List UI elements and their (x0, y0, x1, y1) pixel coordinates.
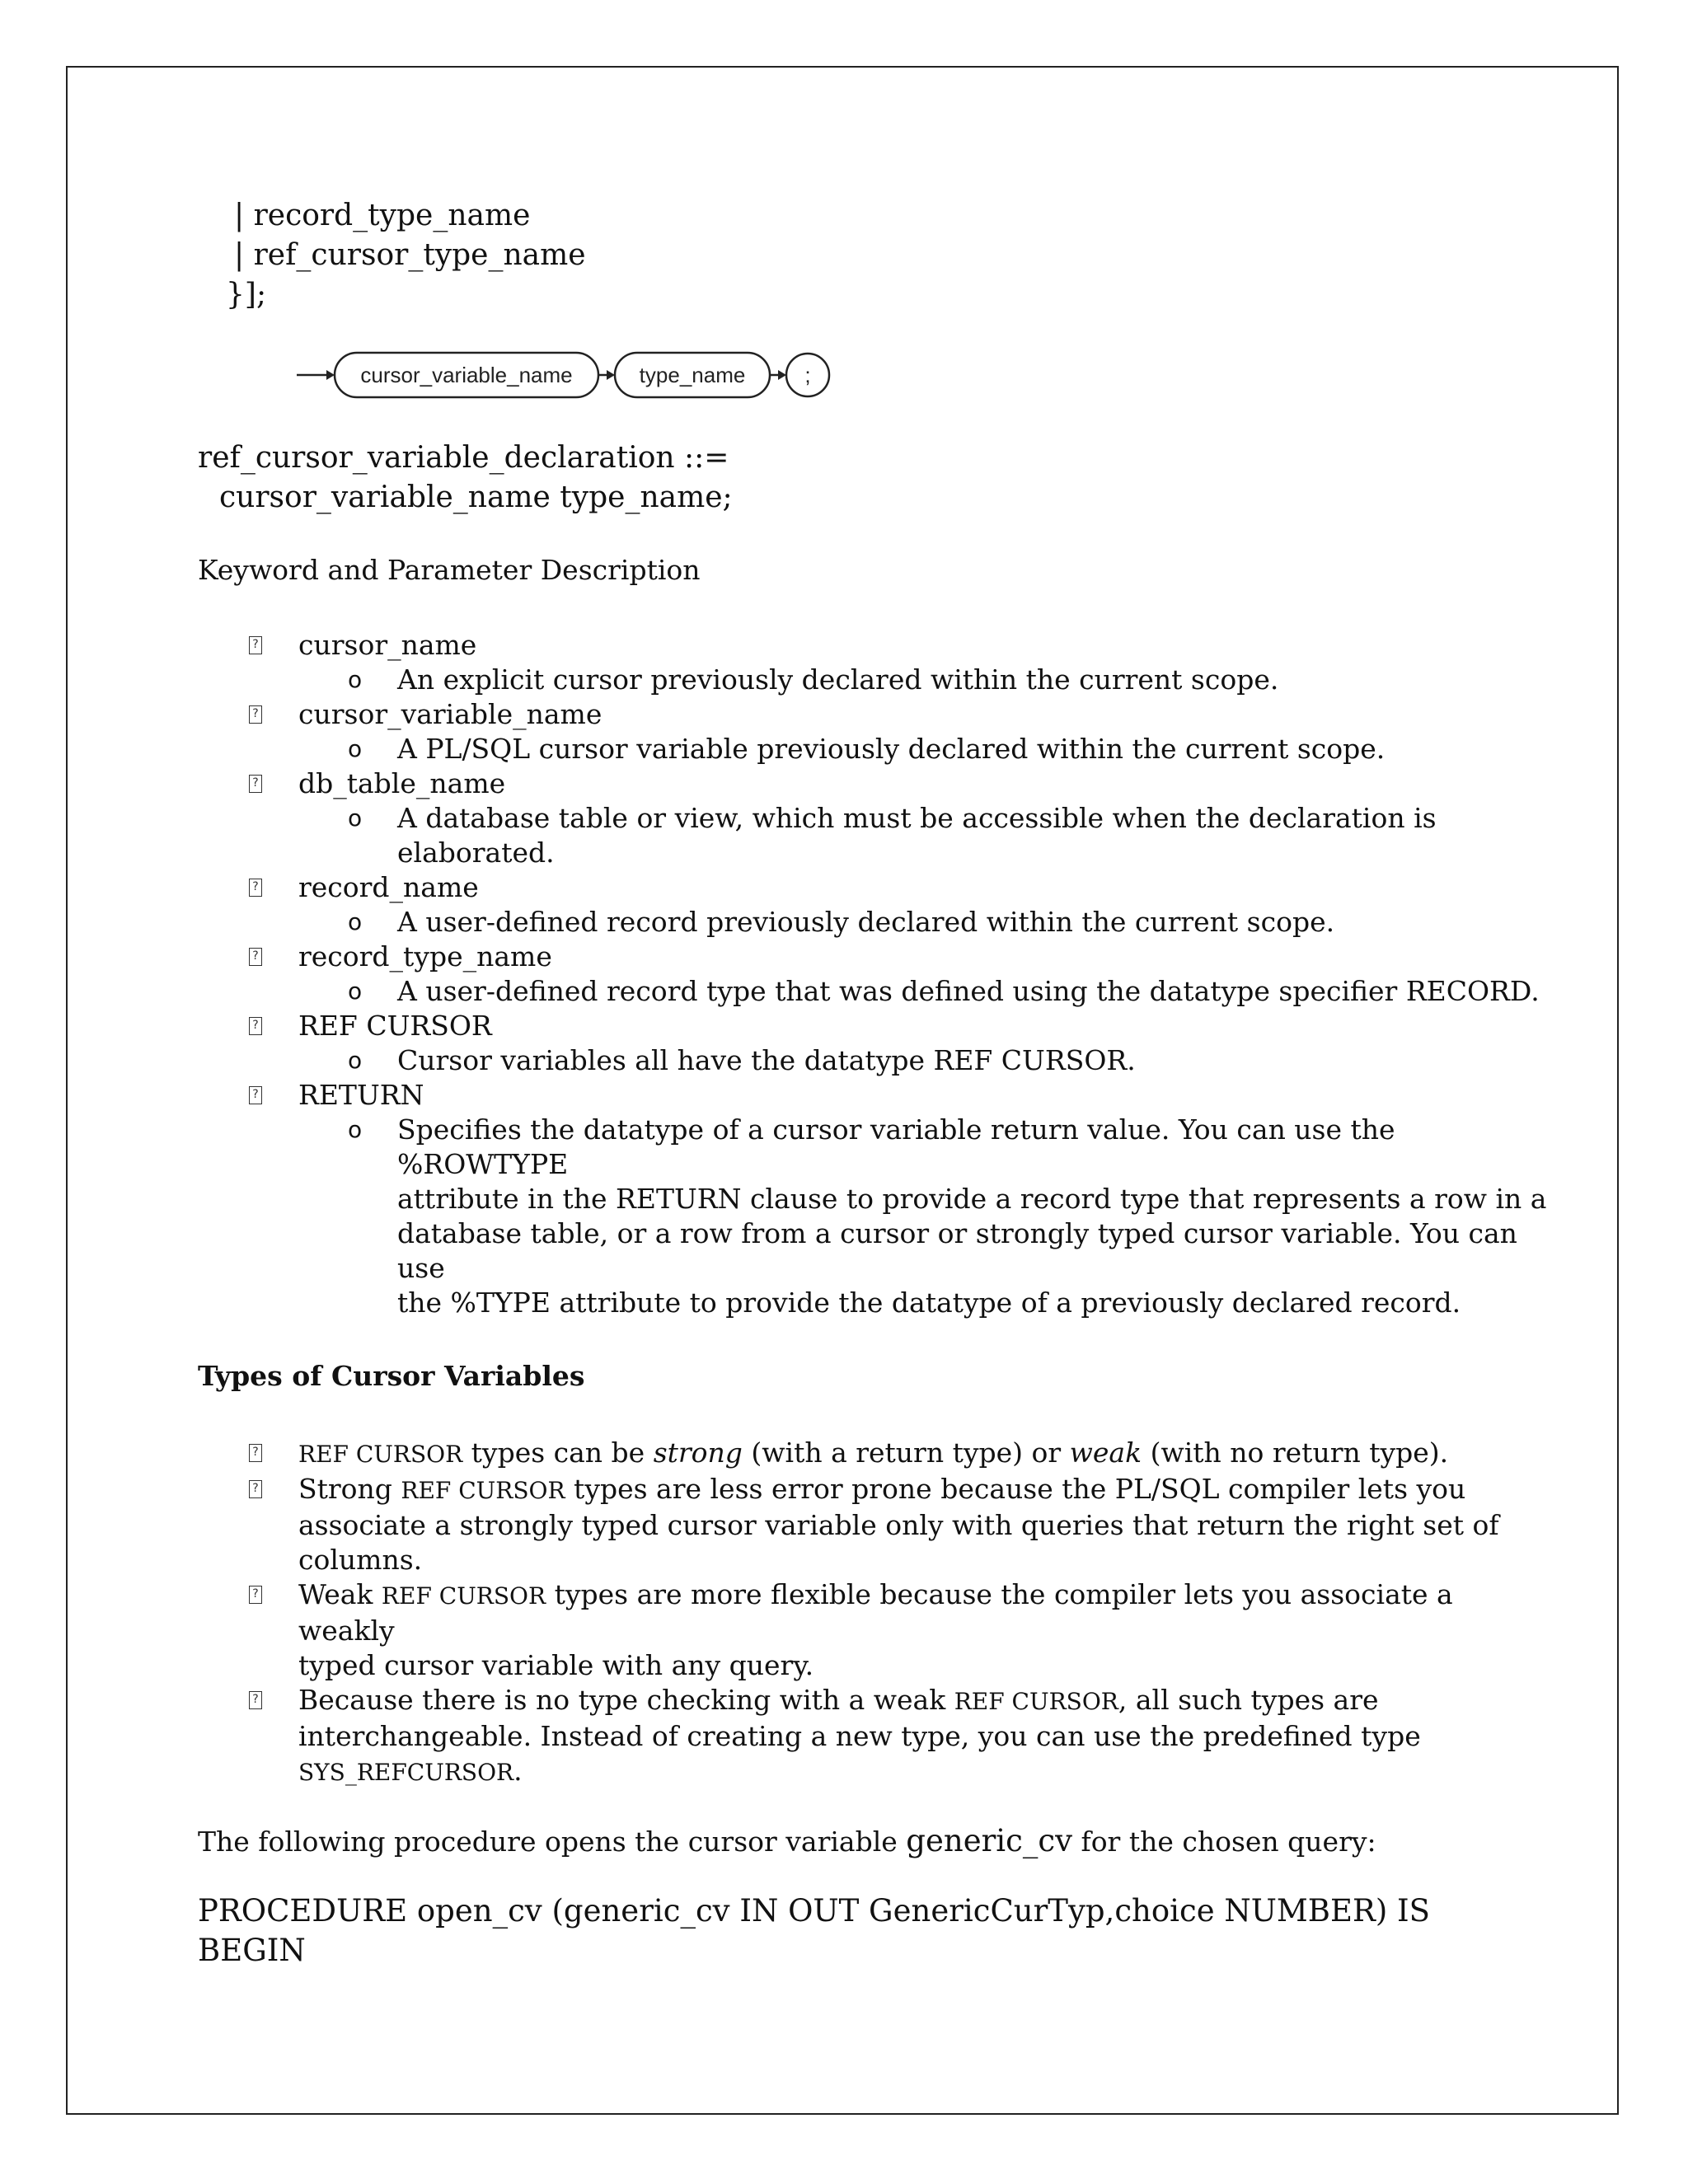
sub-bullet-icon: o (348, 908, 363, 935)
diagram-node-text: type_name (639, 363, 746, 387)
keyword-term: REF CURSOR (298, 1010, 492, 1042)
inline-keyword: REF CURSOR (298, 1441, 463, 1468)
keyword-term: cursor_variable_name (298, 698, 603, 730)
description-line: Specifies the datatype of a cursor variable return value. You can use the %ROWTYPE (397, 1113, 1395, 1180)
list-item (198, 1009, 1550, 1078)
bullet-icon: ? (249, 1586, 262, 1604)
list-item (198, 1683, 1550, 1790)
inline-keyword: REF CURSOR (381, 1582, 546, 1610)
description-line: elaborated. (397, 837, 555, 869)
diagram-arrow (326, 370, 335, 380)
description-line: attribute in the RETURN clause to provide a record type that represents a row in a (397, 1183, 1547, 1215)
description-line: database table, or a row from a cursor or strongly typed cursor variable. You can use (397, 1217, 1517, 1284)
text-run: typed cursor variable with any query. (298, 1649, 814, 1681)
bullet-icon: ? (249, 705, 262, 724)
sub-bullet-icon: o (348, 1047, 363, 1074)
keyword-description (198, 1043, 1550, 1078)
code-line: PROCEDURE open_cv (generic_cv IN OUT GenericCurTyp,choice NUMBER) IS (198, 1893, 1431, 1929)
declaration-line: ref_cursor_variable_declaration ::= (198, 441, 729, 475)
description-line: Cursor variables all have the datatype REF CURSOR. (397, 1044, 1136, 1076)
diagram-arrow (778, 370, 786, 380)
text-run: columns. (298, 1544, 423, 1576)
list-item (198, 1078, 1550, 1320)
text-run: types are less error prone because the PL/SQL compiler lets you (565, 1473, 1466, 1505)
syntax-code-lines (198, 196, 1550, 315)
keyword-description (198, 801, 1550, 870)
diagram-node-text: cursor_variable_name (360, 363, 573, 387)
procedure-code (198, 1891, 1550, 1971)
bullet-icon: ? (249, 1017, 262, 1035)
declaration-syntax (198, 438, 1550, 518)
keyword-description (198, 905, 1550, 940)
inline-keyword: SYS_REFCURSOR (298, 1759, 514, 1786)
code-line: | record_type_name (234, 199, 531, 232)
paragraph (198, 1823, 1550, 1860)
bullet-icon: ? (249, 1086, 262, 1104)
section-heading-bold: Types of Cursor Variables (198, 1360, 585, 1392)
declaration-line: cursor_variable_name type_name; (219, 480, 733, 514)
document-content (198, 196, 1550, 1971)
description-line: the %TYPE attribute to provide the datatype of a previously declared record. (397, 1286, 1461, 1319)
keyword-term: record_name (298, 871, 479, 903)
description-line: An explicit cursor previously declared within the current scope. (397, 663, 1279, 696)
railroad-diagram (297, 346, 857, 404)
keyword-list (198, 628, 1550, 1320)
sub-bullet-icon: o (348, 735, 363, 762)
bullet-icon: ? (249, 775, 262, 793)
inline-keyword: REF CURSOR (954, 1688, 1118, 1715)
bullet-icon: ? (249, 1480, 262, 1498)
diagram-node-text: ; (804, 363, 811, 387)
list-item (198, 628, 1550, 697)
bullet-icon: ? (249, 948, 262, 966)
text-run: Because there is no type checking with a weak (298, 1684, 954, 1716)
bullet-icon: ? (249, 879, 262, 897)
text-run: , all such types are (1118, 1684, 1379, 1716)
sub-bullet-icon: o (348, 804, 363, 832)
description-line: A user-defined record previously declared within the current scope. (397, 906, 1335, 938)
text-run: (with no return type). (1142, 1436, 1449, 1469)
code-line: | ref_cursor_type_name (234, 238, 586, 272)
description-line: A user-defined record type that was defined using the datatype specifier RECORD. (397, 975, 1540, 1007)
inline-code: generic_cv (906, 1823, 1072, 1858)
list-item (198, 766, 1550, 870)
list-item (198, 1472, 1550, 1577)
sub-bullet-icon: o (348, 1116, 363, 1143)
list-item (198, 940, 1550, 1009)
emphasis: weak (1069, 1436, 1142, 1469)
keyword-term: cursor_name (298, 629, 477, 661)
list-item (198, 697, 1550, 766)
keyword-description (198, 1113, 1550, 1320)
diagram-arrow (607, 370, 615, 380)
syntax-diagram (297, 346, 1550, 404)
keyword-term: RETURN (298, 1079, 424, 1111)
list-item (198, 1577, 1550, 1683)
text-run: associate a strongly typed cursor variable only with queries that return the right set of (298, 1509, 1499, 1541)
sub-bullet-icon: o (348, 666, 363, 693)
text-run: The following procedure opens the cursor variable (198, 1825, 907, 1858)
inline-keyword: REF CURSOR (401, 1477, 565, 1504)
section-heading: Keyword and Parameter Description (198, 554, 701, 586)
text-run: types are more flexible because the compiler lets you associate a weakly (298, 1578, 1453, 1647)
text-run: Strong (298, 1473, 401, 1505)
text-run: types can be (462, 1436, 654, 1469)
keyword-term: db_table_name (298, 767, 506, 799)
text-run: . (513, 1755, 523, 1787)
keyword-description (198, 663, 1550, 697)
description-line: A database table or view, which must be accessible when the declaration is (397, 802, 1437, 834)
code-line: BEGIN (198, 1933, 306, 1968)
code-line: }]; (226, 278, 267, 312)
text-run: Weak (298, 1578, 382, 1610)
bullet-icon: ? (249, 1444, 262, 1462)
list-item (198, 1436, 1550, 1472)
keyword-term: record_type_name (298, 940, 552, 972)
emphasis: strong (653, 1436, 743, 1469)
text-run: (with a return type) or (742, 1436, 1070, 1469)
keyword-description (198, 732, 1550, 766)
keyword-description (198, 974, 1550, 1009)
list-item (198, 870, 1550, 940)
types-list (198, 1436, 1550, 1790)
bullet-icon: ? (249, 636, 262, 654)
sub-bullet-icon: o (348, 977, 363, 1005)
bullet-icon: ? (249, 1691, 262, 1709)
text-run: interchangeable. Instead of creating a new type, you can use the predefined type (298, 1720, 1421, 1752)
text-run: for the chosen query: (1071, 1825, 1376, 1858)
description-line: A PL/SQL cursor variable previously declared within the current scope. (397, 733, 1386, 765)
